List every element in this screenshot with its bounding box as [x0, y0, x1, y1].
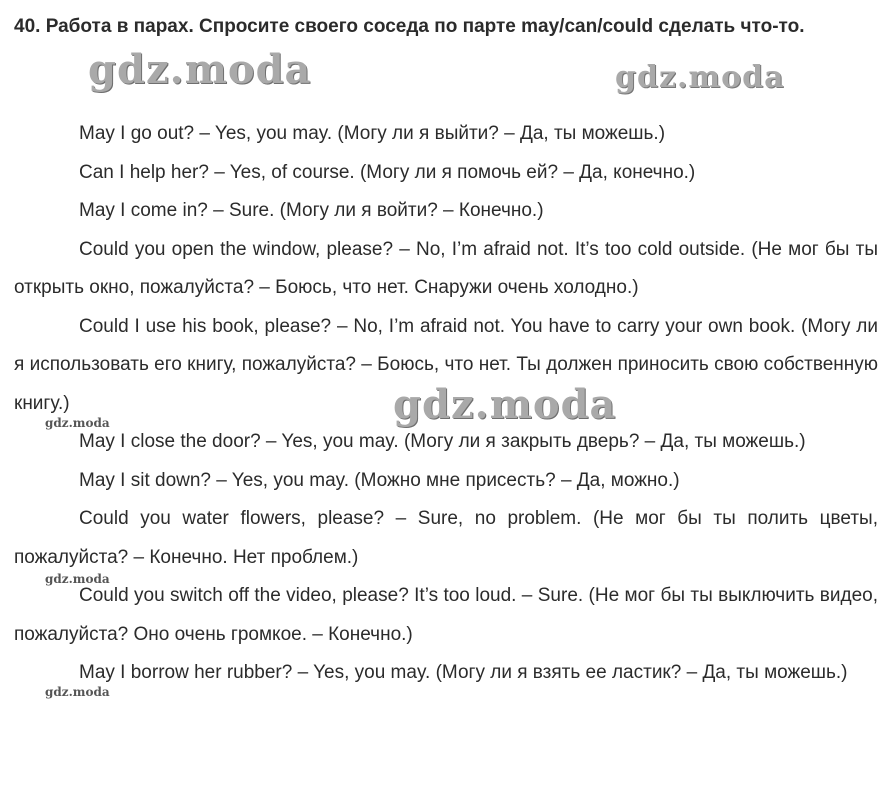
answer-paragraph-10: May I borrow her rubber? – Yes, you may. (Могу ли я взять ее ластик? – Да, ты можешь.): [79, 662, 848, 683]
exercise-answers: [14, 115, 878, 693]
answer-paragraph-1: May I go out? – Yes, you may. (Могу ли я выйти? – Да, ты можешь.): [79, 123, 666, 144]
watermark-logo: gdz.moda: [45, 416, 110, 430]
watermark-logo: gdz.moda: [615, 60, 785, 95]
answer-paragraph-5: Could I use his book, please? – No, I’m afraid not. You have to carry your own book. (Могу ли я использовать его книгу, пожалуйста? – Боюсь, что нет. Ты должен приносить свою собственную книгу.): [14, 315, 878, 414]
answer-paragraph-8: Could you water flowers, please? – Sure, no problem. (Не мог бы ты полить цветы, пожалуйста? – Конечно. Нет проблем.): [14, 508, 878, 568]
answer-paragraph-6: May I close the door? – Yes, you may. (Могу ли я закрыть дверь? – Да, ты можешь.): [79, 431, 806, 452]
watermark-logo: gdz.moda: [393, 381, 617, 428]
watermark-logo: gdz.moda: [45, 572, 110, 586]
answer-paragraph-9: Could you switch off the video, please? It’s too loud. – Sure. (Не мог бы ты выключить видео, пожалуйста? Оно очень громкое. – Конечно.): [14, 585, 878, 645]
watermark-logo: gdz.moda: [45, 685, 110, 699]
watermark-logo: gdz.moda: [88, 46, 312, 93]
answer-paragraph-3: May I come in? – Sure. (Могу ли я войти? – Конечно.): [79, 200, 544, 221]
answer-paragraph-4: Could you open the window, please? – No, I’m afraid not. It’s too cold outside. (Не мог бы ты открыть окно, пожалуйста? – Боюсь, что нет. Снаружи очень холодно.): [14, 238, 878, 298]
answer-paragraph-7: May I sit down? – Yes, you may. (Можно мне присесть? – Да, можно.): [79, 469, 680, 491]
exercise-heading: 40. Работа в парах. Спросите своего соседа по парте may/can/could сделать что-то.: [14, 16, 805, 37]
answer-paragraph-2: Can I help her? – Yes, of course. (Могу ли я помочь ей? – Да, конечно.): [79, 161, 696, 183]
